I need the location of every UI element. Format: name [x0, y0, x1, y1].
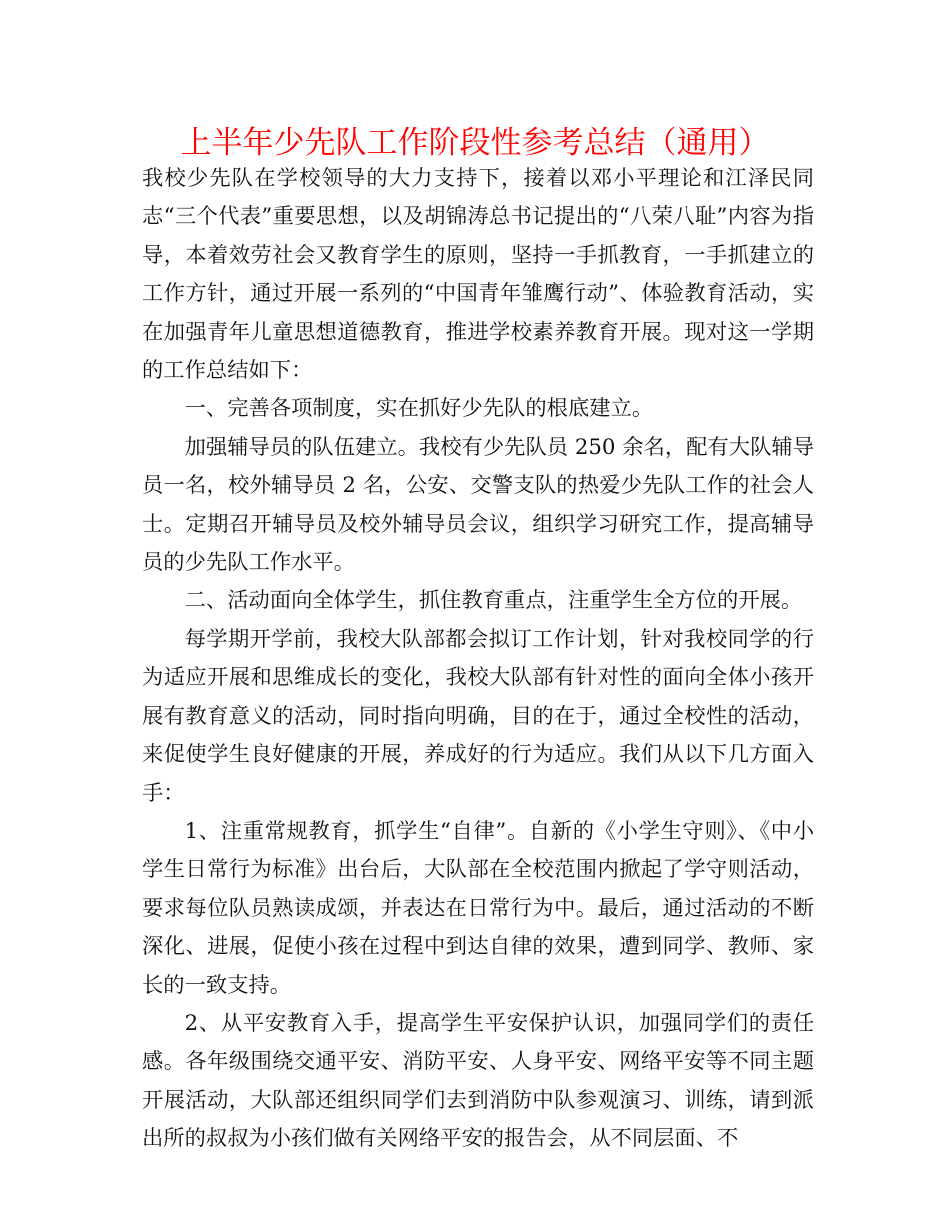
paragraph-intro: 我校少先队在学校领导的大力支持下，接着以邓小平理论和江泽民同志“三个代表”重要思想，以及胡锦涛总书记提出的“八荣八耻”内容为指导，本着效劳社会又教育学生的原则，坚持一手抓教育，一手抓建立的工作方针，通过开展一系列的“中国青年雏鹰行动”、体验教育活动，实在加强青年儿童思想道德教育，推进学校素养教育开展。现对这一学期的工作总结如下： — [142, 166, 814, 384]
document-body — [142, 160, 814, 1159]
list-item-routine-education: 1、注重常规教育，抓学生“自律”。自新的《小学生守则》、《中小学生日常行为标准》出台后，大队部在全校范围内掀起了学守则活动，要求每位队员熟读成颂，并表达在日常行为中。最后，通过活动的不断深化、进展，促使小孩在过程中到达自律的效果，遭到同学、教师、家长的一致支持。 — [142, 818, 814, 998]
section-heading-2: 二、活动面向全体学生，抓住教育重点，注重学生全方位的开展。 — [184, 588, 803, 614]
paragraph-counselors: 加强辅导员的队伍建立。我校有少先队员 250 余名，配有大队辅导员一名，校外辅导员 2 名，公安、交警支队的热爱少先队工作的社会人士。定期召开辅导员及校外辅导员会议，组织学习研究工作，提高辅导员的少先队工作水平。 — [142, 434, 814, 576]
document-title: 上半年少先队工作阶段性参考总结（通用） — [180, 125, 770, 161]
section-heading-1: 一、完善各项制度，实在抓好少先队的根底建立。 — [184, 396, 654, 422]
list-item-safety-education: 2、从平安教育入手，提高学生平安保护认识，加强同学们的责任感。各年级围绕交通平安、消防平安、人身平安、网络平安等不同主题开展活动，大队部还组织同学们去到消防中队参观演习、训练，请到派出所的叔叔为小孩们做有关网络平安的报告会，从不同层面、不 — [142, 1010, 814, 1152]
paragraph-planning: 每学期开学前，我校大队部都会拟订工作计划，针对我校同学的行为适应开展和思维成长的变化，我校大队部有针对性的面向全体小孩开展有教育意义的活动，同时指向明确，目的在于，通过全校性的活动，来促使学生良好健康的开展，养成好的行为适应。我们从以下几方面入手： — [142, 626, 814, 806]
